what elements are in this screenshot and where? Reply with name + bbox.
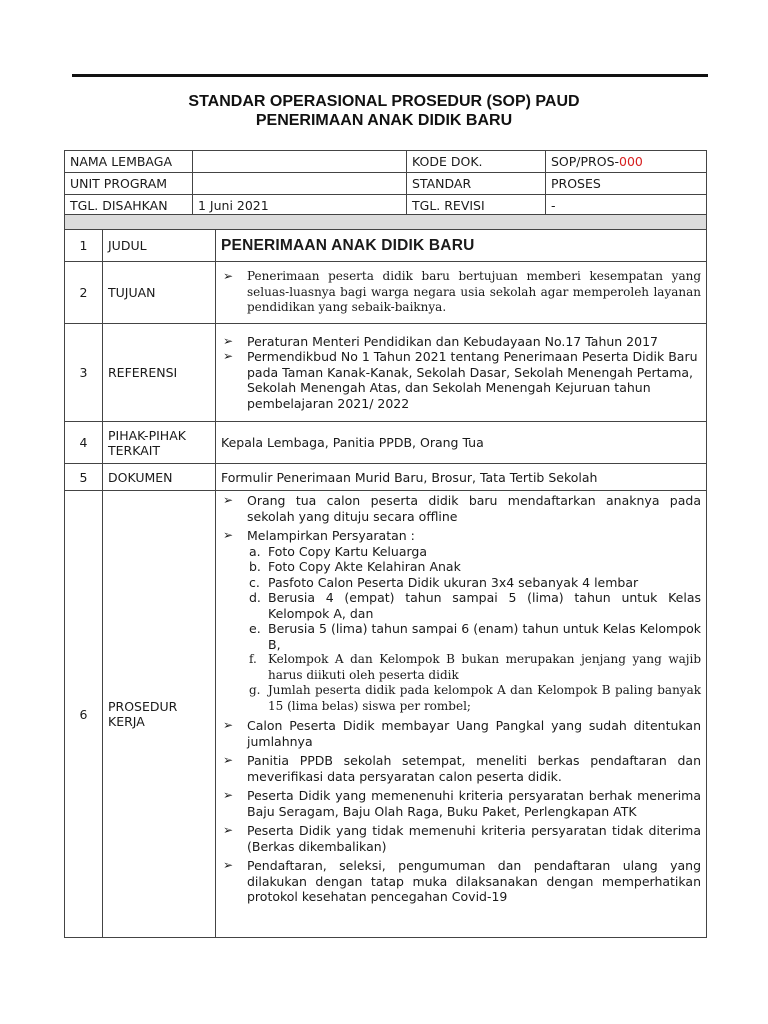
list-item: ➢ Calon Peserta Didik membayar Uang Pangkal yang sudah ditentukan jumlahnya <box>223 718 702 749</box>
shaded-separator <box>65 215 707 230</box>
arrow-bullet-icon: ➢ <box>223 858 234 872</box>
pihak-value: Kepala Lembaga, Panitia PPDB, Orang Tua <box>216 422 707 464</box>
list-item: e. Berusia 5 (lima) tahun sampai 6 (enam) tahun untuk Kelas Kelompok B, <box>249 621 702 652</box>
nama-lembaga-value <box>193 151 407 173</box>
metadata-table <box>64 150 707 217</box>
kode-dok-prefix: SOP/PROS- <box>551 154 620 169</box>
arrow-bullet-icon: ➢ <box>223 333 234 348</box>
arrow-bullet-icon: ➢ <box>223 349 234 364</box>
row-judul <box>65 230 707 262</box>
arrow-bullet-icon: ➢ <box>223 493 234 507</box>
row-number: 6 <box>65 491 103 938</box>
document-title: STANDAR OPERASIONAL PROSEDUR (SOP) PAUD <box>188 93 580 110</box>
list-item: ➢ Panitia PPDB sekolah setempat, meneliti berkas pendaftaran dan meverifikasi data persyaratan calon peserta didik. <box>223 753 702 784</box>
row-label-referensi: REFERENSI <box>103 324 216 422</box>
arrow-bullet-icon: ➢ <box>223 823 234 837</box>
unit-program-label: UNIT PROGRAM <box>65 173 193 195</box>
row-tujuan <box>65 262 707 324</box>
list-item: ➢ Peserta Didik yang memenenuhi kriteria persyaratan berhak menerima Baju Seragam, Baju Olah Raga, Buku Paket, Perlengkapan ATK <box>223 788 702 819</box>
tujuan-text: Penerimaan peserta didik baru bertujuan memberi kesempatan yang seluas-luasnya bagi warga negara usia sekolah agar memperoleh layanan pendidikan yang sebaik-baiknya. <box>247 269 702 315</box>
meta-row <box>65 173 707 195</box>
kode-dok-number: 000 <box>619 154 643 169</box>
list-item: c. Pasfoto Calon Peserta Didik ukuran 3x4 sebanyak 4 lembar <box>249 574 639 590</box>
meta-row <box>65 151 707 173</box>
tgl-disahkan-value: 1 Juni 2021 <box>193 195 407 217</box>
row-prosedur <box>65 491 707 938</box>
judul-value: PENERIMAAN ANAK DIDIK BARU <box>216 230 707 262</box>
arrow-bullet-icon: ➢ <box>223 528 234 542</box>
kode-dok-value <box>546 151 707 173</box>
list-item: ➢ Orang tua calon peserta didik baru mendaftarkan anaknya pada sekolah yang dituju secara offline <box>223 493 702 524</box>
dokumen-value: Formulir Penerimaan Murid Baru, Brosur, Tata Tertib Sekolah <box>216 464 707 491</box>
arrow-bullet-icon: ➢ <box>223 269 234 284</box>
list-item: ➢ Pendaftaran, seleksi, pengumuman dan pendaftaran ulang yang dilakukan dengan tatap muka dilaksanakan dengan memperhatikan protokol kesehatan pencegahan Covid-19 <box>223 858 702 904</box>
row-number: 2 <box>65 262 103 324</box>
persyaratan-list <box>221 544 701 715</box>
referensi-cell <box>216 324 707 422</box>
tgl-disahkan-label: TGL. DISAHKAN <box>65 195 193 217</box>
unit-program-value <box>193 173 407 195</box>
tujuan-cell <box>216 262 707 324</box>
arrow-bullet-icon: ➢ <box>223 718 234 732</box>
prosedur-cell <box>216 491 707 938</box>
sop-table <box>64 214 707 938</box>
list-item: ➢ Peraturan Menteri Pendidikan dan Kebudayaan No.17 Tahun 2017 <box>223 333 658 349</box>
document-subtitle: PENERIMAAN ANAK DIDIK BARU <box>255 112 513 129</box>
standar-value: PROSES <box>546 173 707 195</box>
list-item: ➢ Peserta Didik yang tidak memenuhi kriteria persyaratan tidak diterima (Berkas dikembalikan) <box>223 823 702 854</box>
tgl-revisi-value: - <box>546 195 707 217</box>
row-number: 5 <box>65 464 103 491</box>
row-number: 3 <box>65 324 103 422</box>
nama-lembaga-label: NAMA LEMBAGA <box>65 151 193 173</box>
row-referensi <box>65 324 707 422</box>
list-item: d. Berusia 4 (empat) tahun sampai 5 (lima) tahun untuk Kelas Kelompok A, dan <box>249 590 702 621</box>
row-label-dokumen: DOKUMEN <box>103 464 216 491</box>
list-item: g. Jumlah peserta didik pada kelompok A dan Kelompok B paling banyak 15 (lima belas) siswa per rombel; <box>249 683 702 713</box>
row-label-judul: JUDUL <box>103 230 216 262</box>
row-label-pihak: PIHAK-PIHAK TERKAIT <box>103 422 216 464</box>
row-number: 4 <box>65 422 103 464</box>
row-label-tujuan: TUJUAN <box>103 262 216 324</box>
list-item: ➢ Melampirkan Persyaratan : a. Foto Copy Kartu Keluarga b. Foto Copy Akte Kelahiran Anak c. Pasfoto Calon Peserta Didik ukuran 3x4 sebanyak 4 lembar d. Berusia 4 (empat) tahun sampai 5 (lima) tahun untuk Kelas Kelompok A, dan e. Berusia 5 (lima) tahun sampai 6 (enam) tahun untuk Kelas Kelompok B, f. Kelompok A dan Kelompok B bukan merupakan jenjang yang wajib harus diikuti oleh peserta didik g. Jumlah peserta didik pada kelompok A dan Kelompok B paling banyak 15 (lima belas) siswa per rombel; <box>223 528 702 713</box>
list-item: ➢ Permendikbud No 1 Tahun 2021 tentang Penerimaan Peserta Didik Baru pada Taman Kanak-Kanak, Sekolah Dasar, Sekolah Menengah Pertama, Sekolah Menengah Atas, dan Sekolah Menengah Kejuruan tahun pembelajaran 2021/ 2022 <box>223 349 698 411</box>
row-label-prosedur: PROSEDUR KERJA <box>103 491 216 938</box>
top-rule <box>72 74 708 77</box>
standar-label: STANDAR <box>407 173 546 195</box>
list-item: b. Foto Copy Akte Kelahiran Anak <box>249 559 461 574</box>
list-item: f. Kelompok A dan Kelompok B bukan merupakan jenjang yang wajib harus diikuti oleh peserta didik <box>249 652 702 682</box>
list-item <box>221 269 701 316</box>
list-item: a. Foto Copy Kartu Keluarga <box>249 543 428 559</box>
row-number: 1 <box>65 230 103 262</box>
arrow-bullet-icon: ➢ <box>223 788 234 802</box>
kode-dok-label: KODE DOK. <box>407 151 546 173</box>
tgl-revisi-label: TGL. REVISI <box>407 195 546 217</box>
arrow-bullet-icon: ➢ <box>223 753 234 767</box>
row-pihak-terkait <box>65 422 707 464</box>
row-dokumen <box>65 464 707 491</box>
